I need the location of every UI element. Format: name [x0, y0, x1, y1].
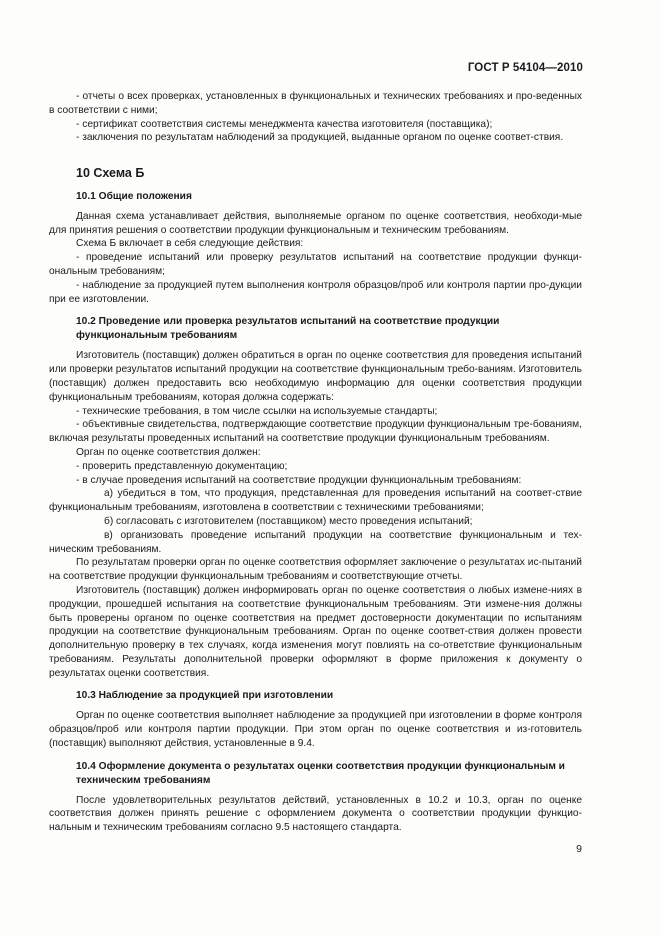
paragraph: Орган по оценке соответствия должен: [76, 446, 261, 458]
paragraph: Изготовитель (поставщик) должен информировать орган по оценке соответствия о любых измене-ниях в продукции, прошедшей испытания на соответствие функциональным требованиям. Эти измене-ния должны быть проверены органом по оценке соответствия на предмет достоверности документации по испытаниям продукции на соответствие функциональным требованиям. Орган по оценке соответ-ствия должен провести дополнительную проверку в тех случаях, когда изменения могут повлиять на со-ответствие функциональным требованиям. Результаты дополнительной проверки оформляют в форме приложения к документу о результатах оценки соответствия. [49, 584, 582, 679]
paragraph: После удовлетворительных результатов действий, установленных в 10.2 и 10.3, орган по оценке соответствия должен принять решение с оформлением документа о соответствии продукции функцио-нальным и техническим требованиям согласно 9.5 настоящего стандарта. [49, 794, 582, 834]
paragraph: Изготовитель (поставщик) должен обратиться в орган по оценке соответствия для проведения испытаний или проверки результатов испытаний продукции на соответствие функциональным требо-ваниям. Изготовитель (поставщик) должен предоставить всю необходимую информацию для оценки соответствия продукции функциональным требованиям, которая должна содержать: [49, 350, 582, 403]
paragraph: Схема Б включает в себя следующие действия: [76, 238, 304, 250]
document-body [49, 90, 582, 835]
subsection-10-2-title: 10.2 Проведение или проверка результатов испытаний на соответствие продукции функциональным требованиям [76, 316, 500, 342]
list-item: - в случае проведения испытаний на соответствие продукции функциональным требованиям: [76, 474, 522, 486]
sub-list-item-a: а) убедиться в том, что продукция, представленная для проведения испытаний на соответ-ствие функциональным требованиям, изготовлена в соответствии с техническими требованиями; [49, 488, 582, 514]
page-number: 9 [576, 843, 582, 855]
list-item: - наблюдение за продукцией путем выполнения контроля образцов/проб или контроля партии про-дукции при ее изготовлении. [49, 279, 582, 305]
paragraph: Данная схема устанавливает действия, выполняемые органом по оценке соответствия, необходи-мые для принятия решения о соответствии продукции функциональным и техническим требованиям. [49, 210, 582, 236]
section-10-title: 10 Схема Б [76, 166, 145, 181]
subsection-10-4-title: 10.4 Оформление документа о результатах оценки соответствия продукции функциональным и техническим требованиям [76, 760, 565, 786]
sub-list-item-c: в) организовать проведение испытаний продукции на соответствие функциональным и тех-ническим требованиям. [49, 529, 582, 555]
sub-list-item-b: б) согласовать с изготовителем (поставщиком) место проведения испытаний; [104, 515, 473, 527]
standard-header: ГОСТ Р 54104—2010 [467, 62, 583, 74]
intro-item-1: - отчеты о всех проверках, установленных в функциональных и технических требованиях и про-веденных в соответствии с ними; [49, 91, 582, 116]
paragraph: По результатам проверки орган по оценке соответствия оформляет заключение о результатах ис-пытаний на соответствие продукции функциональным требованиям и соответствующие отчеты. [49, 557, 582, 583]
list-item: - объективные свидетельства, подтверждающие соответствие продукции функциональным тре-бованиям, включая результаты проведенных испытаний на соответствие продукции функциональным требованиям. [49, 419, 582, 445]
subsection-10-3-title: 10.3 Наблюдение за продукцией при изготовлении [76, 690, 334, 702]
list-item: - проведение испытаний или проверку результатов испытаний на соответствие продукции функци-ональным требованиям; [49, 252, 582, 277]
paragraph: Орган по оценке соответствия выполняет наблюдение за продукцией при изготовлении в форме контроля образцов/проб или контроля партии продукции. При этом орган по оценке соответствия и из-готовитель (поставщик) выполняют действия, установленные в 9.4. [49, 710, 582, 749]
subsection-10-1-title: 10.1 Общие положения [76, 190, 192, 202]
intro-item-2: - сертификат соответствия системы менеджмента качества изготовителя (поставщика); [76, 118, 493, 130]
list-item: - проверить представленную документацию; [76, 460, 288, 472]
intro-item-3: - заключения по результатам наблюдений за продукцией, выданные органом по оценке соответ-ствия. [76, 132, 564, 144]
list-item: - технические требования, в том числе ссылки на используемые стандарты; [76, 405, 438, 417]
